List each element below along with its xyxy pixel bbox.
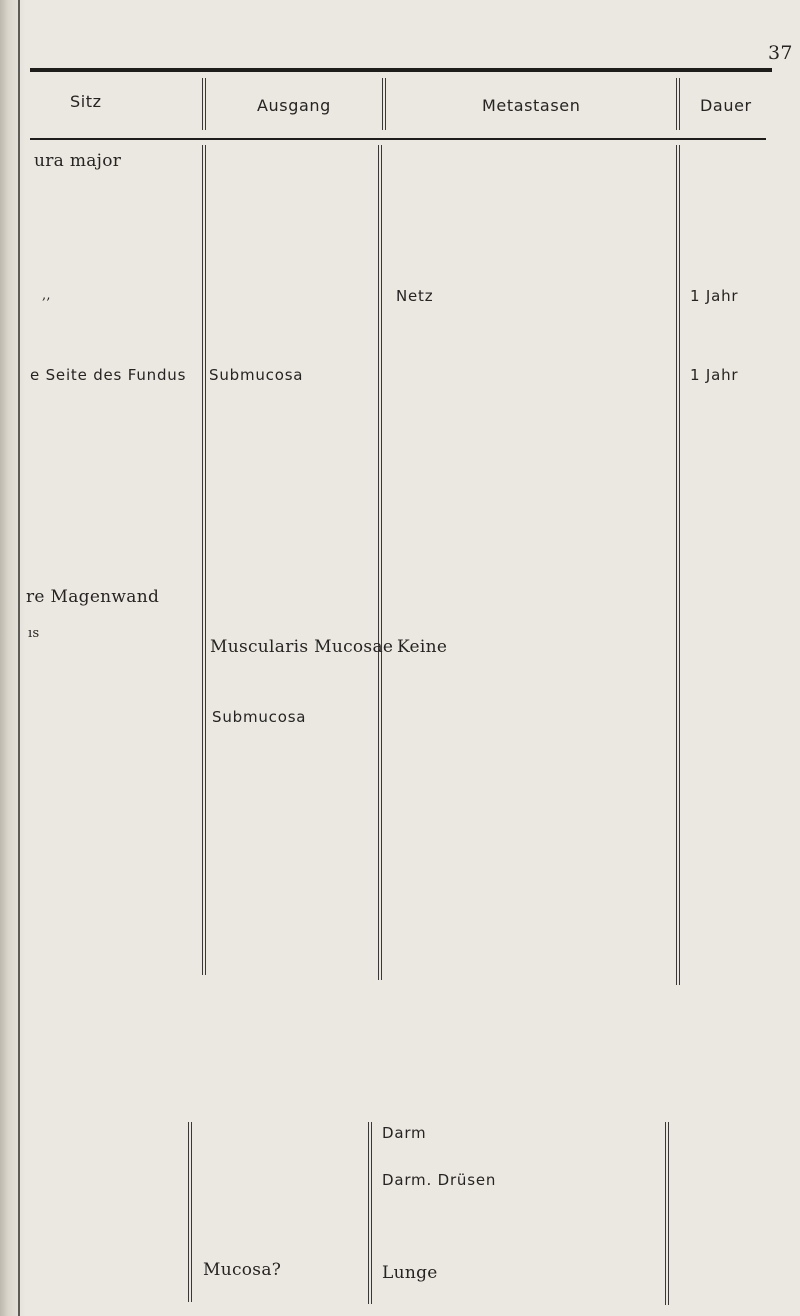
- cell-ausgang-row3: Submucosa: [209, 366, 304, 384]
- book-spine-edge: [18, 0, 20, 1316]
- cell-dauer-row2: 1 Jahr: [690, 287, 739, 305]
- column-header-sitz: Sitz: [70, 92, 102, 111]
- cell-sitz-row3: e Seite des Fundus: [30, 366, 187, 384]
- column-separator-1: [202, 145, 206, 975]
- cell-ausgang-row5: Muscularis Mucosae: [210, 637, 394, 657]
- cell-metastasen-row8: Darm. Drüsen: [382, 1171, 497, 1189]
- cell-metastasen-row2: Netz: [396, 287, 434, 305]
- cell-sitz-row5: ıs: [28, 626, 40, 641]
- column-header-metastasen: Metastasen: [482, 96, 581, 115]
- cell-sitz-row1: ura major: [34, 151, 122, 171]
- lower-separator-3: [665, 1122, 669, 1305]
- cell-sitz-row4: re Magenwand: [26, 587, 160, 607]
- header-separator-1: [202, 78, 206, 130]
- cell-metastasen-row9: Lunge: [382, 1263, 438, 1283]
- cell-sitz-row2: ,,: [42, 288, 51, 303]
- column-separator-3: [676, 145, 680, 985]
- cell-ausgang-row9: Mucosa?: [203, 1260, 282, 1280]
- header-bottom-rule: [30, 138, 766, 140]
- header-separator-2: [382, 78, 386, 130]
- cell-metastasen-row7: Darm: [382, 1124, 427, 1142]
- header-separator-3: [676, 78, 680, 130]
- page-number: 37: [768, 42, 793, 64]
- cell-metastasen-row5: Keine: [397, 637, 448, 657]
- book-spine-shadow: [0, 0, 26, 1316]
- lower-separator-1: [188, 1122, 192, 1302]
- table-top-rule: [30, 68, 772, 72]
- cell-dauer-row3: 1 Jahr: [690, 366, 739, 384]
- lower-separator-2: [368, 1122, 372, 1304]
- column-header-ausgang: Ausgang: [257, 96, 331, 115]
- column-separator-2: [378, 145, 382, 980]
- column-header-dauer: Dauer: [700, 96, 752, 115]
- cell-ausgang-row6: Submucosa: [212, 708, 307, 726]
